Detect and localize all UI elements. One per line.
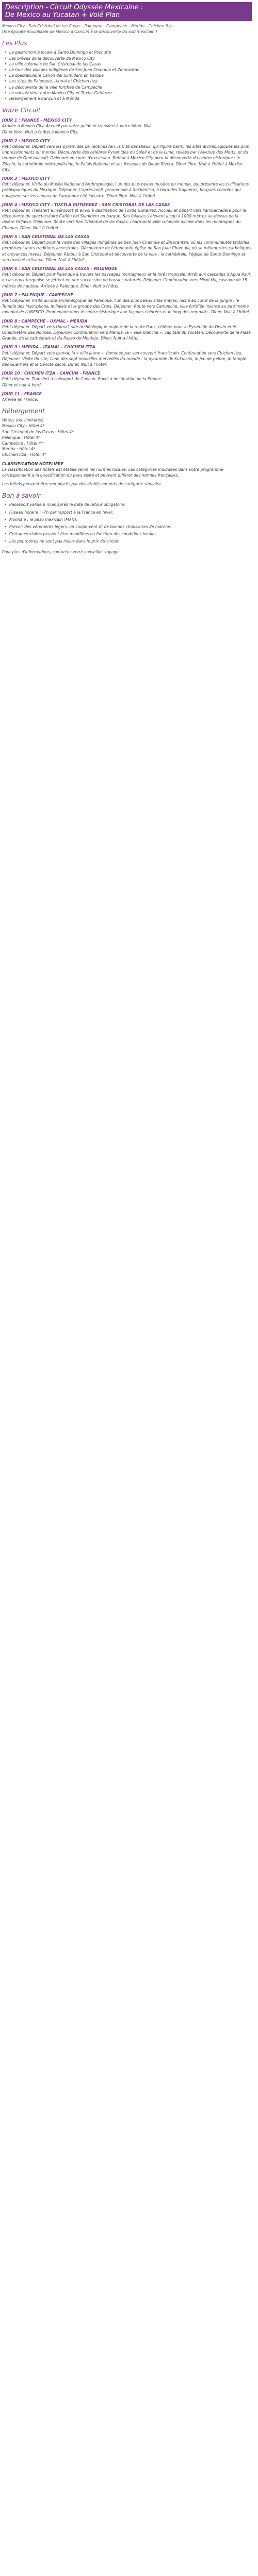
bon-a-savoir-item — [2, 502, 252, 507]
day-title: JOUR 8 : CAMPECHE - UXMAL - MERIDA — [2, 318, 88, 324]
day-description: Petit déjeuner. Départ vers Izamal, la « ville jaune », dominée par son couvent franciscain. Continuation vers Chichen Itza. Déjeuner. Visite du site, l'une des sept nouvelles merveilles du monde : la pyramide de Kukulcán, le jeu de pelote, le temple des Guerriers et le Cénote sacré. Dîner. Nuit à l'hôtel. — [2, 350, 247, 367]
bon-a-savoir-text: Prévoir des vêtements légers, un coupe-vent et de bonnes chaussures de marche. — [9, 524, 172, 530]
bullet-icon: • — [4, 67, 7, 73]
day-title: JOUR 1 : FRANCE - MEXICO CITY — [2, 118, 72, 123]
highlight-text: La découverte de la ville fortifiée de Campeche — [9, 84, 103, 90]
highlight-text: Le tour des villages indigènes de San Juan Chamula et Zinacantan — [9, 67, 140, 73]
highlight-text: La ville coloniale de San Cristobal de las Casas — [9, 61, 101, 66]
day-description: Petit déjeuner. Transfert à l'aéroport de Cancun. Envol à destination de la France. — [2, 377, 163, 382]
day-block — [2, 318, 252, 342]
day-title: JOUR 5 : SAN CRISTOBAL DE LAS CASAS — [2, 234, 90, 239]
day-block — [2, 391, 252, 402]
section-hebergement-title: Hébergement — [2, 408, 45, 415]
bon-a-savoir-list — [2, 502, 252, 544]
day-block — [2, 138, 252, 173]
closing-text: Pour plus d'informations, contactez votre conseiller voyage. — [2, 549, 120, 554]
day-block — [2, 176, 252, 199]
day-description: Dîner et nuit à bord. — [2, 382, 42, 387]
day-block — [2, 117, 252, 135]
bon-a-savoir-text: Passeport valide 6 mois après la date de retour obligatoire. — [9, 502, 126, 507]
day-title: JOUR 11 : FRANCE — [2, 391, 42, 396]
highlight-item — [2, 78, 252, 84]
day-title: JOUR 2 : MEXICO CITY — [2, 138, 50, 143]
hotel-lines — [2, 423, 252, 457]
page-title — [5, 4, 249, 19]
day-description: Petit déjeuner. Départ pour la visite des villages indigènes de San Juan Chamula et Zinacantan, où les communautés tzotziles perpétuent leurs traditions ancestrales. Découverte de l'étonnante église de San Juan Chamula, où se mêlent rites catholiques et croyances mayas. Déjeuner. Retour à San Cristobal et découverte de la ville : la cathédrale, l'église de Santo Domingo et son marché artisanal. Dîner. Nuit à l'hôtel. — [2, 240, 251, 262]
highlight-item — [2, 73, 252, 78]
day-description: Petit déjeuner. Départ pour Palenque à travers les paysages montagneux et la forêt tropicale. Arrêt aux cascades d'Agua Azul, où les eaux turquoise se jettent en une succession de bassins naturels. Déjeuner. Continuation vers Misol-Ha, cascade de 35 mètres de hauteur. Arrivée à Palenque. Dîner. Nuit à l'hôtel. — [2, 272, 251, 289]
highlight-item — [2, 84, 252, 90]
title-line-1: Description - Circuit Odyssée Mexicaine : — [5, 4, 143, 11]
days-container — [2, 117, 252, 402]
day-description: Arrivée en France. — [2, 397, 38, 402]
highlight-item — [2, 61, 252, 67]
highlight-item — [2, 90, 252, 96]
bullet-icon: • — [4, 73, 7, 78]
classification-heading: CLASSIFICATION HÔTELIÈRE — [2, 461, 64, 466]
bon-a-savoir-item — [2, 517, 252, 522]
day-description: Dîner libre. Nuit à l'hôtel à Mexico City. — [2, 129, 79, 134]
highlight-text: Hébergement à Cancun et à Mérida — [9, 96, 79, 101]
bon-a-savoir-item — [2, 531, 252, 537]
day-block — [2, 292, 252, 315]
highlight-text: La gastronomie locale à Santo Domingo et Pochutla — [9, 50, 111, 55]
bon-a-savoir-item — [2, 538, 252, 544]
highlights-list — [2, 49, 252, 101]
hotel-line: Palenque : Hôtel 4* — [2, 435, 40, 440]
hotel-line: Mexico City : Hôtel 4* — [2, 423, 45, 429]
day-title: JOUR 10 : CHICHEN ITZA - CANCUN - FRANCE — [2, 371, 100, 376]
bullet-icon: • — [4, 517, 7, 522]
day-title: JOUR 6 : SAN CRISTOBAL DE LAS CASAS - PALENQUE — [2, 266, 117, 271]
day-block — [2, 266, 252, 289]
day-title: JOUR 3 : MEXICO CITY — [2, 176, 50, 181]
classification-text: La classification des hôtels est établie selon les normes locales. Les catégories indiquées dans votre programme correspondent à la classification du pays visité et peuvent différer des normes françaises. — [2, 467, 224, 478]
intro-line: Une épopée inoubliable de Mexico à Cancun à la découverte du sud mexicain ! — [2, 29, 157, 35]
day-title: JOUR 4 : MEXICO CITY - TUXTLA GUTIÉRREZ - SAN CRISTOBAL DE LAS CASAS — [2, 202, 170, 207]
bullet-icon: • — [4, 61, 7, 66]
title-line-2: De Mexico au Yucatan + Volé Plan — [5, 11, 120, 19]
bon-a-savoir-item — [2, 510, 252, 515]
highlight-text: Les sites de Palenque, Uxmal et Chichen Itza — [9, 79, 98, 84]
hotel-notice: Les hôtels peuvent être remplacés par des établissements de catégorie similaire. — [2, 482, 163, 487]
highlight-item — [2, 56, 252, 61]
title-banner — [2, 2, 252, 21]
day-block — [2, 370, 252, 388]
day-block — [2, 202, 252, 231]
bullet-icon: • — [4, 510, 7, 515]
bullet-icon: • — [4, 96, 7, 101]
day-block — [2, 344, 252, 367]
bullet-icon: • — [4, 502, 7, 507]
highlight-text: La spectaculaire Cañón del Sumidero en barque — [9, 73, 104, 78]
section-bon-a-savoir-title: Bon à savoir — [2, 492, 41, 500]
hotel-list — [2, 417, 252, 457]
bullet-icon: • — [4, 79, 7, 84]
day-description: Petit déjeuner. Visite du Musée National d'Anthropologie, l'un des plus beaux musées du monde, qui présente les civilisations préhispaniques du Mexique. Déjeuner. L'après-midi, promenade à Xochimilco, à bord des trajineras, barques colorées qui naviguent sur les canaux de l'ancienne cité lacustre. Dîner libre. Nuit à l'hôtel. — [2, 182, 249, 198]
day-title: JOUR 9 : MERIDA - IZAMAL - CHICHEN ITZA — [2, 345, 95, 350]
day-description: Petit déjeuner. Transfert à l'aéroport et envol à destination de Tuxtla Gutiérrez. Accueil et départ vers l'embarcadère pour la découverte du spectaculaire Cañón del Sumidero en barque. Ses falaises s'élèvent jusqu'à 1000 mètres au-dessus de la rivière Grijalva. Déjeuner. Route vers San Cristobal de las Casas, charmante ville coloniale nichée dans les montagnes du Chiapas. Dîner. Nuit à l'hôtel. — [2, 208, 246, 230]
bon-a-savoir-text: Certaines visites peuvent être modifiées en fonction des conditions locales. — [9, 532, 158, 537]
bon-a-savoir-item — [2, 524, 252, 530]
bullet-icon: • — [4, 539, 7, 544]
hotel-line: Mérida : Hôtel 4* — [2, 447, 36, 452]
hotel-line: Campeche : Hôtel 4* — [2, 440, 43, 446]
day-description: Arrivée à Mexico City. Accueil par votre guide et transfert à votre hôtel. Nuit. — [2, 124, 153, 129]
day-description: Petit déjeuner. Départ vers les pyramides de Teotihuacan, la Cité des Dieux, qui figure parmi les sites archéologiques les plus impressionnants du monde. Découverte des célèbres Pyramides du Soleil et de la Lune, reliées par l'Avenue des Morts, et du temple de Quetzalcoatl. Déjeuner en cours d'excursion. Retour à Mexico City pour la découverte du centre historique : le Zócalo, la cathédrale métropolitaine, le Palais National et ses fresques de Diego Rivera. Dîner libre. Nuit à l'hôtel à Mexico City. — [2, 144, 249, 172]
highlight-text: Les brèves de la découverte de Mexico City — [9, 56, 95, 61]
section-plus-title: Les Plus — [2, 40, 27, 47]
page — [0, 0, 254, 560]
hotel-line: San Cristobal de las Casas : Hôtel 4* — [2, 429, 74, 434]
bullet-icon: • — [4, 532, 7, 537]
bon-a-savoir-text: Les pourboires ne sont pas inclus dans le prix du circuit. — [9, 539, 120, 544]
day-description: Petit déjeuner. Visite du site archéologique de Palenque, l'un des plus beaux sites mayas, niché au cœur de la jungle : le Temple des Inscriptions, le Palais et le groupe des Croix. Déjeuner. Route vers Campeche, ville fortifiée inscrite au patrimoine mondial de l'UNESCO. Promenade dans le centre historique aux façades colorées et le long des remparts. Dîner. Nuit à l'hôtel. — [2, 298, 250, 315]
highlight-item — [2, 49, 252, 55]
bon-a-savoir-text: Fuseau horaire : -7h par rapport à la France en hiver. — [9, 510, 114, 515]
highlight-item — [2, 96, 252, 101]
bullet-icon: • — [4, 50, 7, 55]
day-block — [2, 234, 252, 263]
itinerary-line: Mexico City - San Cristobal de las Casas - Palenque - Campeche - Merida - Chichen Itza — [2, 24, 173, 28]
bullet-icon: • — [4, 524, 7, 530]
highlight-text: Le vol intérieur entre Mexico City et Tuxtla Gutiérrez — [9, 90, 112, 95]
hotel-line: Chichen Itza : Hôtel 4* — [2, 452, 46, 457]
section-programme-title: Votre Circuit — [2, 107, 41, 114]
day-title: JOUR 7 : PALENQUE - CAMPECHE — [2, 292, 73, 297]
bullet-icon: • — [4, 84, 7, 90]
bullet-icon: • — [4, 90, 7, 95]
bullet-icon: • — [4, 56, 7, 61]
bon-a-savoir-text: Monnaie : le peso mexicain (MXN). — [9, 517, 77, 522]
day-description: Petit déjeuner. Départ vers Uxmal, site archéologique majeur de la route Puuc, célèbre pour la Pyramide du Devin et le Quadrilatère des Nonnes. Déjeuner. Continuation vers Mérida, la « ville blanche », capitale du Yucatán. Découverte de la Plaza Grande, de la cathédrale et du Paseo de Montejo. Dîner. Nuit à l'hôtel. — [2, 324, 251, 341]
highlight-item — [2, 67, 252, 73]
hotel-intro: Hôtels (ou similaires) — [2, 418, 44, 423]
